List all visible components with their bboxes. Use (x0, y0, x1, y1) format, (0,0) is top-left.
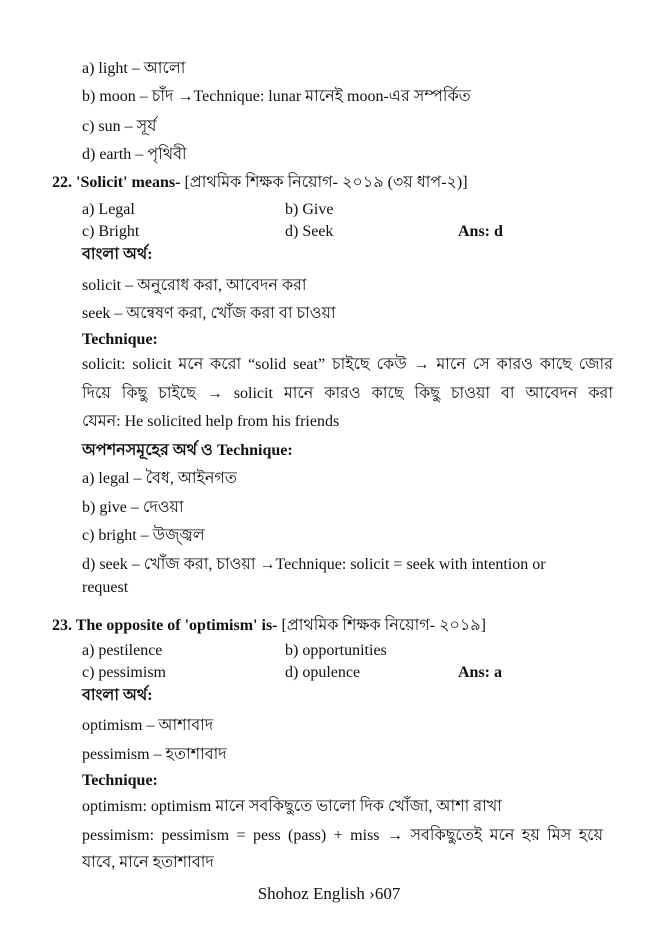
answer: Ans: a (458, 664, 503, 681)
question-22-title (52, 173, 468, 193)
technique-heading: Technique: (82, 331, 158, 348)
technique-line: যেমন: He solicited help from his friends (82, 413, 340, 430)
technique-line: দিয়ে কিছু চাইছে → solicit মানে কারও কাছে কিছু চাওয়া বা আবেদন করা (82, 385, 613, 402)
option-meaning: c) bright – উজ্জ্বল (82, 527, 205, 544)
page-number: 607 (374, 884, 401, 903)
list-item: b) moon – চাঁদ →Technique: lunar মানেই moon-এর সম্পর্কিত (82, 88, 471, 105)
question-number-title: 23. The opposite of 'optimism' is- (52, 617, 278, 634)
question-23-title (52, 616, 486, 636)
list-item: a) light – আলো (82, 60, 186, 77)
option-c: c) Bright (82, 223, 140, 240)
option-d: d) opulence (285, 664, 361, 681)
option-a: a) pestilence (82, 642, 163, 659)
meaning-line: seek – অন্বেষণ করা, খোঁজ করা বা চাওয়া (82, 305, 336, 322)
option-meaning: d) seek – খোঁজ করা, চাওয়া →Technique: solicit = seek with intention or (82, 556, 546, 573)
option-b: b) opportunities (285, 642, 387, 659)
list-item: d) earth – পৃথিবী (82, 146, 187, 163)
book-title: Shohoz English (257, 884, 365, 903)
footer-separator: › (369, 884, 375, 903)
option-meaning: request (82, 579, 129, 596)
page-footer (0, 884, 658, 904)
option-c: c) pessimism (82, 664, 166, 681)
meaning-line: pessimism – হতাশাবাদ (82, 746, 227, 763)
option-meaning: b) give – দেওয়া (82, 499, 184, 516)
meaning-heading: বাংলা অর্থ: (82, 246, 153, 263)
option-a: a) Legal (82, 201, 135, 218)
meaning-line: optimism – আশাবাদ (82, 717, 214, 734)
answer: Ans: d (458, 223, 503, 240)
meaning-line: solicit – অনুরোধ করা, আবেদন করা (82, 277, 307, 294)
technique-line: pessimism: pessimism = pess (pass) + miss → সবকিছুতেই মনে হয় মিস হয়ে (82, 827, 603, 844)
option-d: d) Seek (285, 223, 334, 240)
option-b: b) Give (285, 201, 334, 218)
question-source: [প্রাথমিক শিক্ষক নিয়োগ- ২০১৯ (৩য় ধাপ-২)] (180, 174, 468, 191)
technique-heading: Technique: (82, 772, 158, 789)
technique-line: যাবে, মানে হতাশাবাদ (82, 854, 214, 871)
option-meaning: a) legal – বৈধ, আইনগত (82, 470, 237, 487)
list-item: c) sun – সূর্য (82, 118, 157, 135)
meaning-heading: বাংলা অর্থ: (82, 687, 153, 704)
technique-line: solicit: solicit মনে করো “solid seat” চাইছে কেউ → মানে সে কারও কাছে জোর (82, 356, 613, 373)
question-number-title: 22. 'Solicit' means- (52, 174, 181, 191)
options-heading: অপশনসমূহের অর্থ ও Technique: (82, 442, 293, 459)
technique-line: optimism: optimism মানে সবকিছুতে ভালো দিক খোঁজা, আশা রাখা (82, 798, 502, 815)
question-source: [প্রাথমিক শিক্ষক নিয়োগ- ২০১৯] (277, 617, 486, 634)
